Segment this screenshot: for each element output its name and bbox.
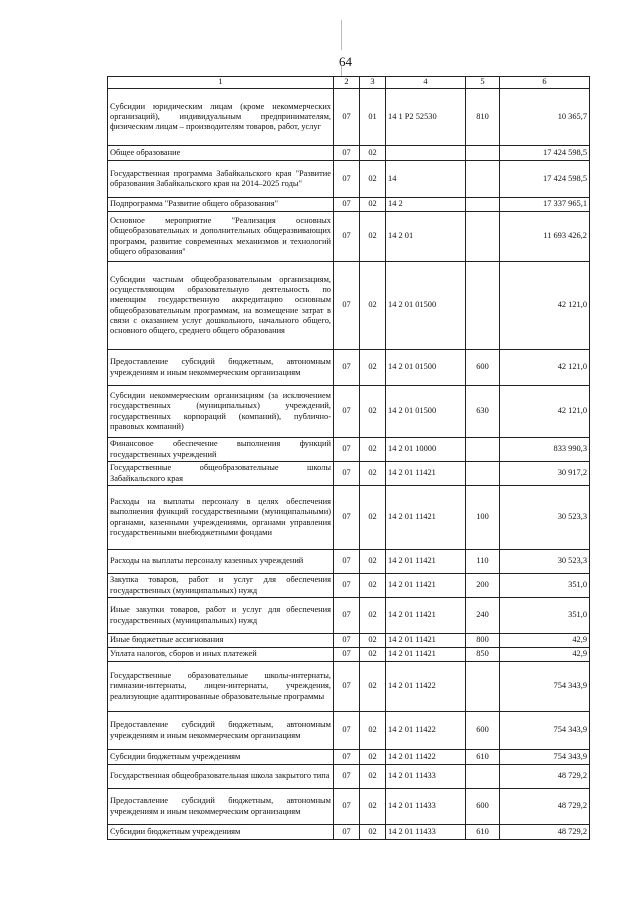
expense-type-code: [466, 161, 500, 198]
section-code: 07: [334, 550, 360, 574]
subsection-code: 02: [360, 648, 386, 662]
target-article-code: 14 2 01 11422: [386, 712, 466, 750]
subsection-code: 02: [360, 438, 386, 462]
target-article-code: 14: [386, 161, 466, 198]
section-code: 07: [334, 350, 360, 386]
amount: 17 424 598,5: [500, 146, 590, 161]
table-row: [108, 161, 590, 198]
subsection-code: 02: [360, 550, 386, 574]
target-article-code: 14 2 01 11421: [386, 462, 466, 486]
subsection-code: 02: [360, 161, 386, 198]
table-row: [108, 146, 590, 161]
target-article-code: 14 2 01 11421: [386, 574, 466, 598]
section-code: 07: [334, 161, 360, 198]
table-row: [108, 648, 590, 662]
subsection-code: 02: [360, 386, 386, 438]
page-number: 64: [339, 54, 352, 69]
table-row: [108, 350, 590, 386]
amount: 754 343,9: [500, 750, 590, 765]
header-cell: 5: [466, 77, 500, 89]
subsection-code: 02: [360, 634, 386, 648]
item-name: Предоставление субсидий бюджетным, автономным учреждениям и иным некоммерческим организациям: [108, 350, 334, 386]
table-row: [108, 574, 590, 598]
item-name: Расходы на выплаты персоналу казенных учреждений: [108, 550, 334, 574]
section-code: 07: [334, 662, 360, 712]
amount: 754 343,9: [500, 712, 590, 750]
item-name: Государственная программа Забайкальского края "Развитие образования Забайкальского края на 2014–2025 годы": [108, 161, 334, 198]
amount: 48 729,2: [500, 825, 590, 840]
section-code: 07: [334, 262, 360, 350]
table-row: [108, 712, 590, 750]
target-article-code: 14 2 01 01500: [386, 350, 466, 386]
amount: 42 121,0: [500, 386, 590, 438]
amount: 11 693 426,2: [500, 212, 590, 262]
section-code: 07: [334, 198, 360, 212]
section-code: 07: [334, 89, 360, 146]
amount: 10 365,7: [500, 89, 590, 146]
item-name: Субсидии некоммерческим организациям (за исключением государственных (муниципальных) учреждений, государственных корпораций (компаний), публично-правовых компаний): [108, 386, 334, 438]
subsection-code: 02: [360, 146, 386, 161]
target-article-code: 14 2 01 11433: [386, 789, 466, 825]
subsection-code: 02: [360, 262, 386, 350]
table-row: [108, 212, 590, 262]
scan-artifact-line: [341, 20, 342, 50]
section-code: 07: [334, 462, 360, 486]
target-article-code: 14 2 01 11422: [386, 662, 466, 712]
target-article-code: 14 2 01 11421: [386, 634, 466, 648]
item-name: Основное мероприятие "Реализация основных общеобразовательных и дополнительных общеразвивающих программ, развитие современных механизмов и технологий общего образования": [108, 212, 334, 262]
amount: 30 523,3: [500, 550, 590, 574]
expense-type-code: 600: [466, 712, 500, 750]
subsection-code: 02: [360, 462, 386, 486]
expense-type-code: 850: [466, 648, 500, 662]
expense-type-code: 600: [466, 789, 500, 825]
target-article-code: 14 2 01 10000: [386, 438, 466, 462]
target-article-code: 14 2 01 01500: [386, 386, 466, 438]
target-article-code: 14 2 01 11421: [386, 598, 466, 634]
section-code: 07: [334, 750, 360, 765]
expense-type-code: 110: [466, 550, 500, 574]
amount: 351,0: [500, 598, 590, 634]
table-row: [108, 386, 590, 438]
header-cell: 2: [334, 77, 360, 89]
item-name: Общее образование: [108, 146, 334, 161]
table-row: [108, 634, 590, 648]
subsection-code: 02: [360, 350, 386, 386]
subsection-code: 02: [360, 212, 386, 262]
section-code: 07: [334, 438, 360, 462]
table-row: [108, 198, 590, 212]
item-name: Расходы на выплаты персоналу в целях обеспечения выполнения функций государственными (муниципальными) органами, казенными учреждениями, органами управления государственными внебюджетными фондами: [108, 486, 334, 550]
item-name: Иные бюджетные ассигнования: [108, 634, 334, 648]
target-article-code: 14 2 01 11421: [386, 486, 466, 550]
header-cell: 6: [500, 77, 590, 89]
target-article-code: 14 2 01 11421: [386, 550, 466, 574]
item-name: Государственные образовательные школы-интернаты, гимназии-интернаты, лицеи-интернаты, учреждения, реализующие адаптированные образовательные программы: [108, 662, 334, 712]
amount: 30 523,3: [500, 486, 590, 550]
item-name: Закупка товаров, работ и услуг для обеспечения государственных (муниципальных) нужд: [108, 574, 334, 598]
subsection-code: 01: [360, 89, 386, 146]
expense-type-code: 630: [466, 386, 500, 438]
amount: 17 337 965,1: [500, 198, 590, 212]
section-code: 07: [334, 386, 360, 438]
section-code: 07: [334, 765, 360, 789]
expense-type-code: [466, 438, 500, 462]
section-code: 07: [334, 789, 360, 825]
expense-type-code: [466, 146, 500, 161]
subsection-code: 02: [360, 662, 386, 712]
expense-type-code: [466, 462, 500, 486]
subsection-code: 02: [360, 765, 386, 789]
subsection-code: 02: [360, 789, 386, 825]
amount: 754 343,9: [500, 662, 590, 712]
table-row: [108, 438, 590, 462]
expense-type-code: 240: [466, 598, 500, 634]
subsection-code: 02: [360, 574, 386, 598]
subsection-code: 02: [360, 712, 386, 750]
expense-type-code: 810: [466, 89, 500, 146]
section-code: 07: [334, 486, 360, 550]
amount: 30 917,2: [500, 462, 590, 486]
expense-type-code: 610: [466, 750, 500, 765]
section-code: 07: [334, 574, 360, 598]
amount: 42 121,0: [500, 350, 590, 386]
table-row: [108, 750, 590, 765]
table-row: [108, 89, 590, 146]
item-name: Государственная общеобразовательная школа закрытого типа: [108, 765, 334, 789]
subsection-code: 02: [360, 486, 386, 550]
table-row: [108, 598, 590, 634]
header-row: [108, 77, 590, 89]
item-name: Субсидии бюджетным учреждениям: [108, 825, 334, 840]
target-article-code: 14 2 01 11433: [386, 825, 466, 840]
item-name: Субсидии бюджетным учреждениям: [108, 750, 334, 765]
item-name: Иные закупки товаров, работ и услуг для обеспечения государственных (муниципальных) нужд: [108, 598, 334, 634]
amount: 42 121,0: [500, 262, 590, 350]
expense-type-code: [466, 765, 500, 789]
item-name: Предоставление субсидий бюджетным, автономным учреждениям и иным некоммерческим организациям: [108, 789, 334, 825]
subsection-code: 02: [360, 825, 386, 840]
table-row: [108, 662, 590, 712]
budget-table: [107, 76, 590, 840]
amount: 48 729,2: [500, 765, 590, 789]
expense-type-code: 610: [466, 825, 500, 840]
expense-type-code: [466, 198, 500, 212]
item-name: Государственные общеобразовательные школы Забайкальского края: [108, 462, 334, 486]
amount: 17 424 598,5: [500, 161, 590, 198]
section-code: 07: [334, 598, 360, 634]
target-article-code: 14 2: [386, 198, 466, 212]
section-code: 07: [334, 212, 360, 262]
expense-type-code: 600: [466, 350, 500, 386]
header-cell: 3: [360, 77, 386, 89]
amount: 351,0: [500, 574, 590, 598]
item-name: Субсидии юридическим лицам (кроме некоммерческих организаций), индивидуальным предпринимателям, физическим лицам – производителям товаров, работ, услуг: [108, 89, 334, 146]
section-code: 07: [334, 648, 360, 662]
item-name: Подпрограмма "Развитие общего образования": [108, 198, 334, 212]
expense-type-code: [466, 662, 500, 712]
target-article-code: 14 2 01 11422: [386, 750, 466, 765]
header-cell: 4: [386, 77, 466, 89]
target-article-code: 14 1 P2 52530: [386, 89, 466, 146]
amount: 42,9: [500, 634, 590, 648]
expense-type-code: 800: [466, 634, 500, 648]
expense-type-code: 100: [466, 486, 500, 550]
item-name: Финансовое обеспечение выполнения функций государственных учреждений: [108, 438, 334, 462]
table-row: [108, 765, 590, 789]
target-article-code: 14 2 01: [386, 212, 466, 262]
table-row: [108, 789, 590, 825]
table-row: [108, 486, 590, 550]
table-row: [108, 550, 590, 574]
amount: 48 729,2: [500, 789, 590, 825]
amount: 42,9: [500, 648, 590, 662]
subsection-code: 02: [360, 598, 386, 634]
target-article-code: 14 2 01 11421: [386, 648, 466, 662]
target-article-code: [386, 146, 466, 161]
expense-type-code: 200: [466, 574, 500, 598]
target-article-code: 14 2 01 01500: [386, 262, 466, 350]
section-code: 07: [334, 712, 360, 750]
amount: 833 990,3: [500, 438, 590, 462]
item-name: Уплата налогов, сборов и иных платежей: [108, 648, 334, 662]
subsection-code: 02: [360, 198, 386, 212]
item-name: Предоставление субсидий бюджетным, автономным учреждениям и иным некоммерческим организациям: [108, 712, 334, 750]
table-row: [108, 462, 590, 486]
section-code: 07: [334, 146, 360, 161]
table-row: [108, 825, 590, 840]
section-code: 07: [334, 825, 360, 840]
table-row: [108, 262, 590, 350]
target-article-code: 14 2 01 11433: [386, 765, 466, 789]
item-name: Субсидии частным общеобразовательным организациям, осуществляющим образовательную деятельность по имеющим государственную аккредитацию основным общеобразовательным программам, на возмещение затрат в связи с оказанием услуг дошкольного, начального общего, основного общего, среднего общего образования: [108, 262, 334, 350]
subsection-code: 02: [360, 750, 386, 765]
expense-type-code: [466, 262, 500, 350]
expense-type-code: [466, 212, 500, 262]
section-code: 07: [334, 634, 360, 648]
header-cell: 1: [108, 77, 334, 89]
